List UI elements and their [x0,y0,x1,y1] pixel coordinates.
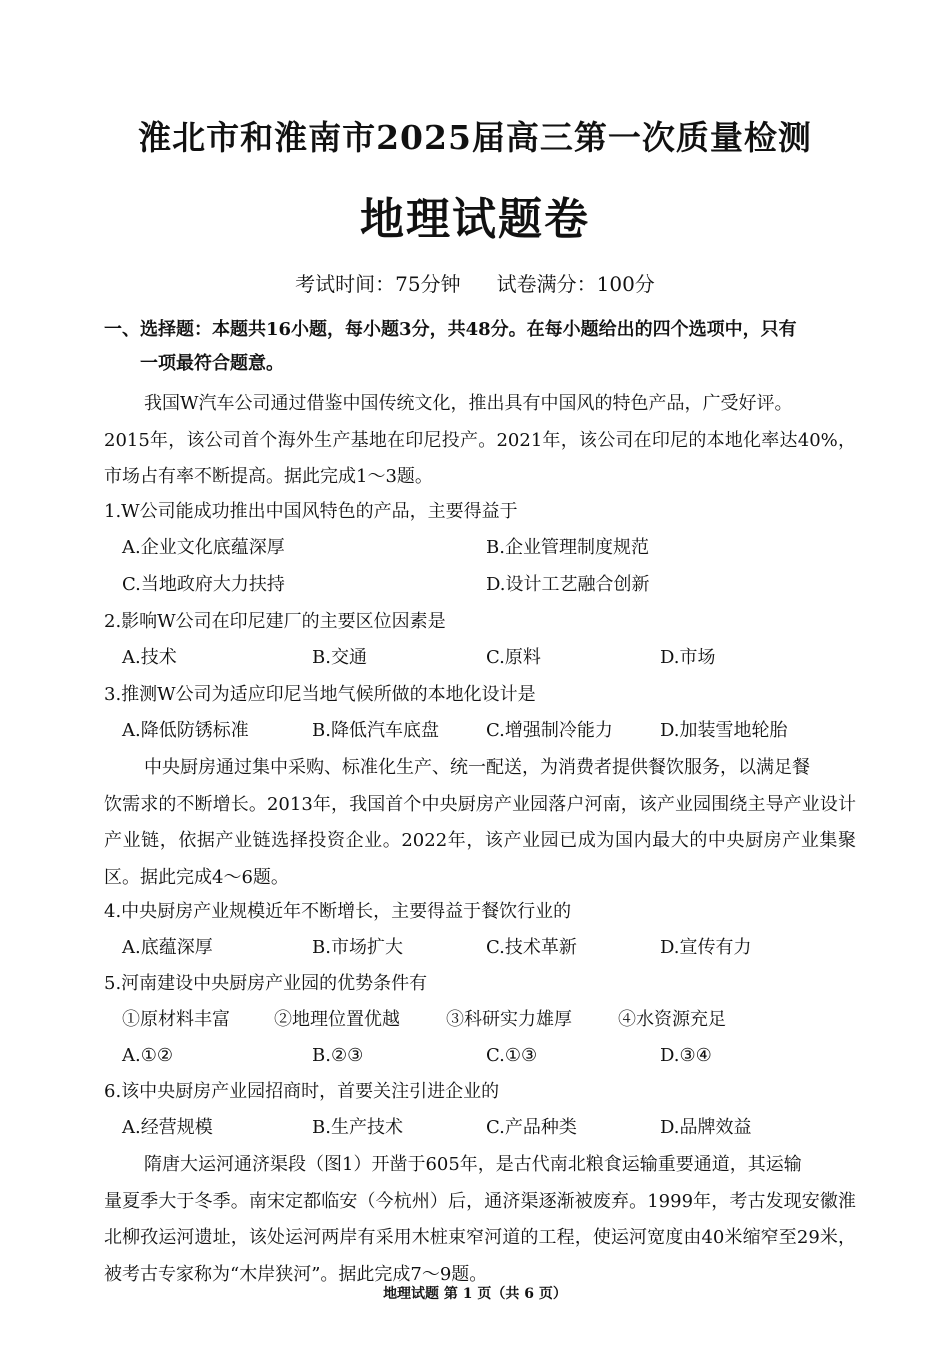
section-heading-line2: 一项最符合题意。 [140,353,284,374]
question-5-option-c: C.①③ [486,1045,538,1066]
question-5-condition-1: ①原材料丰富 [122,1009,230,1030]
question-5-condition-3: ③科研实力雄厚 [446,1009,572,1030]
passage-1-rest: 2015年，该公司首个海外生产基地在印尼投产。2021年，该公司在印尼的本地化率达40%，市场占有率不断提高。据此完成1～3题。 [104,429,856,487]
question-5-options [122,1038,842,1074]
question-3-options [122,713,842,749]
question-2-option-b: B.交通 [312,647,367,668]
question-3-option-c: C.增强制冷能力 [486,720,613,741]
full-score: 试卷满分：100分 [496,272,655,296]
question-4-option-b: B.市场扩大 [312,937,403,958]
question-3-option-a: A.降低防锈标准 [122,720,249,741]
question-6-options [122,1110,842,1146]
question-5-condition-4: ④水资源充足 [618,1009,726,1030]
exam-time: 考试时间：75分钟 [295,272,461,296]
exam-title: 淮北市和淮南市2025届高三第一次质量检测 [138,118,812,157]
question-6-option-b: B.生产技术 [312,1117,403,1138]
question-6-option-c: C.产品种类 [486,1117,577,1138]
question-2-option-c: C.原料 [486,647,541,668]
question-1-option-d: D.设计工艺融合创新 [486,574,650,595]
subject-title: 地理试题卷 [360,194,590,245]
page-footer: 地理试题 第 1 页（共 6 页） [383,1286,567,1302]
question-2-option-d: D.市场 [660,647,716,668]
passage-2-rest: 饮需求的不断增长。2013年，我国首个中央厨房产业园落户河南，该产业园围绕主导产业设计产业链，依据产业链选择投资企业。2022年，该产业园已成为国内最大的中央厨房产业集聚区。据此完成4～6题。 [104,793,856,888]
question-6-option-d: D.品牌效益 [660,1117,752,1138]
passage-3-rest: 量夏季大于冬季。南宋定都临安（今杭州）后，通济渠逐渐被废弃。1999年，考古发现安徽淮北柳孜运河遗址，该处运河两岸有采用木桩束窄河道的工程，使运河宽度由40米缩窄至29米，被考古专家称为“木岸狭河”。据此完成7～9题。 [104,1190,856,1285]
question-2-stem: 2.影响W公司在印尼建厂的主要区位因素是 [104,611,446,632]
question-6-stem: 6.该中央厨房产业园招商时，首要关注引进企业的 [104,1081,500,1102]
section-heading-line1: 一、选择题：本题共16小题，每小题3分，共48分。在每小题给出的四个选项中，只有 [104,319,797,340]
question-4-option-d: D.宣传有力 [660,937,752,958]
question-5-option-d: D.③④ [660,1045,712,1066]
passage-1-first-line: 我国W汽车公司通过借鉴中国传统文化，推出具有中国风的特色产品，广受好评。 [144,393,793,414]
question-5-stem: 5.河南建设中央厨房产业园的优势条件有 [104,973,428,994]
question-5-conditions [122,1002,842,1038]
question-5-option-a: A.①② [122,1045,173,1066]
question-1-option-b: B.企业管理制度规范 [486,537,649,558]
question-3-option-d: D.加装雪地轮胎 [660,720,788,741]
question-2-option-a: A.技术 [122,647,177,668]
passage-3 [104,1147,856,1293]
question-1-option-a: A.企业文化底蕴深厚 [122,537,285,558]
question-4-option-c: C.技术革新 [486,937,577,958]
exam-info [0,268,950,297]
question-4-stem: 4.中央厨房产业规模近年不断增长，主要得益于餐饮行业的 [104,901,572,922]
question-4-options [122,930,842,966]
question-4-option-a: A.底蕴深厚 [122,937,213,958]
question-5-condition-2: ②地理位置优越 [274,1009,400,1030]
question-3-stem: 3.推测W公司为适应印尼当地气候所做的本地化设计是 [104,684,536,705]
question-6-option-a: A.经营规模 [122,1117,213,1138]
question-5-option-b: B.②③ [312,1045,364,1066]
passage-2-first-line: 中央厨房通过集中采购、标准化生产、统一配送，为消费者提供餐饮服务，以满足餐 [144,757,810,778]
passage-3-first-line: 隋唐大运河通济渠段（图1）开凿于605年，是古代南北粮食运输重要通道，其运输 [144,1154,802,1175]
question-1-stem: 1.W公司能成功推出中国风特色的产品，主要得益于 [104,501,518,522]
section-heading [104,313,864,381]
question-1-options-row2 [122,567,842,603]
passage-1 [104,386,856,496]
question-1-options-row1 [122,530,842,566]
question-3-option-b: B.降低汽车底盘 [312,720,439,741]
question-2-options [122,640,842,676]
question-1-option-c: C.当地政府大力扶持 [122,574,285,595]
passage-2 [104,750,856,896]
